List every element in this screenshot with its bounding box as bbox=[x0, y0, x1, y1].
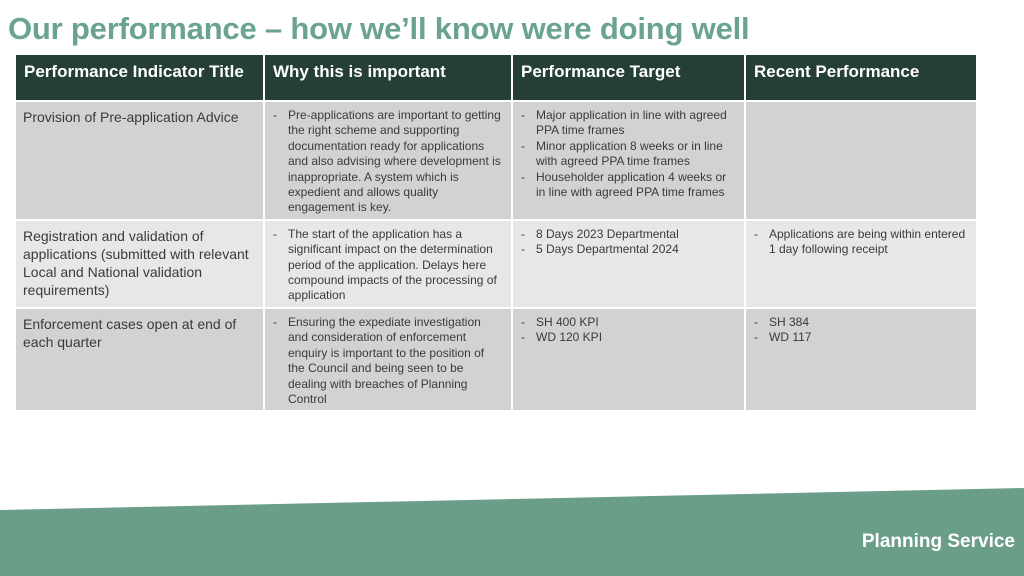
header-indicator-title: Performance Indicator Title bbox=[16, 55, 264, 101]
table-row bbox=[16, 220, 976, 308]
list-item: - The start of the application has a significant impact on the determination period of the application. Delays here compound impacts of the processing of application bbox=[272, 227, 504, 304]
list-item: - Householder application 4 weeks or in line with agreed PPA time frames bbox=[520, 170, 737, 201]
list-item: - SH 400 KPI bbox=[520, 315, 737, 330]
why-cell bbox=[264, 308, 512, 410]
recent-cell bbox=[745, 220, 976, 308]
why-cell bbox=[264, 101, 512, 220]
list-item: - Applications are being within entered 1 day following receipt bbox=[753, 227, 969, 258]
indicator-cell: Provision of Pre-application Advice bbox=[16, 101, 264, 220]
list-item: - SH 384 bbox=[753, 315, 969, 330]
list-item: - Ensuring the expediate investigation and consideration of enforcement enquiry is important to the position of the Council and being seen to be dealing with breaches of Planning Control bbox=[272, 315, 504, 407]
list-item: - 8 Days 2023 Departmental bbox=[520, 227, 737, 242]
recent-cell bbox=[745, 308, 976, 410]
performance-table bbox=[16, 55, 976, 410]
table-header-row bbox=[16, 55, 976, 101]
target-list bbox=[514, 310, 743, 348]
page-title: Our performance – how we’ll know were doing well bbox=[8, 11, 750, 46]
list-item: - WD 120 KPI bbox=[520, 330, 737, 345]
recent-list bbox=[747, 310, 975, 348]
list-item: - WD 117 bbox=[753, 330, 969, 345]
recent-list bbox=[747, 222, 975, 260]
why-cell bbox=[264, 220, 512, 308]
header-performance-target: Performance Target bbox=[512, 55, 745, 101]
recent-cell bbox=[745, 101, 976, 220]
list-item: - Pre-applications are important to getting the right scheme and supporting documentation ready for applications and also advising where development is inappropriate. A system which is expedient and allows quality engagement is key. bbox=[272, 108, 504, 216]
list-item: - Minor application 8 weeks or in line with agreed PPA time frames bbox=[520, 139, 737, 170]
list-item: - Major application in line with agreed PPA time frames bbox=[520, 108, 737, 139]
footer-label: Planning Service bbox=[861, 531, 1015, 552]
indicator-cell: Enforcement cases open at end of each quarter bbox=[16, 308, 264, 410]
header-recent-performance: Recent Performance bbox=[745, 55, 976, 101]
list-item: - 5 Days Departmental 2024 bbox=[520, 242, 737, 257]
target-cell bbox=[512, 101, 745, 220]
table-row bbox=[16, 308, 976, 410]
indicator-cell: Registration and validation of applications (submitted with relevant Local and National validation requirements) bbox=[16, 220, 264, 308]
target-cell bbox=[512, 308, 745, 410]
target-cell bbox=[512, 220, 745, 308]
header-why-important: Why this is important bbox=[264, 55, 512, 101]
why-list bbox=[266, 222, 510, 306]
target-list bbox=[514, 222, 743, 260]
why-list bbox=[266, 103, 510, 218]
target-list bbox=[514, 103, 743, 202]
why-list bbox=[266, 310, 510, 409]
table-row bbox=[16, 101, 976, 220]
